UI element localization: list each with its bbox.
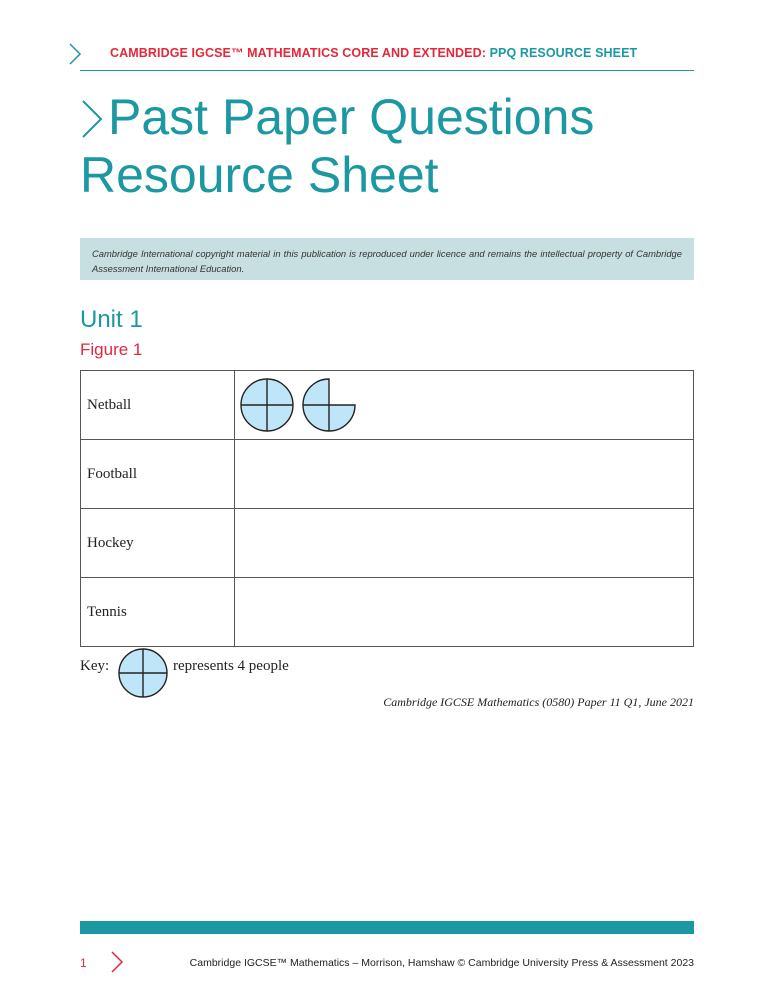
chevron-right-icon: [80, 98, 104, 140]
header-text: [110, 46, 637, 60]
chevron-right-icon: [68, 42, 82, 66]
pictogram-row: [81, 440, 694, 509]
symbols-cell: [235, 509, 694, 578]
symbols-cell: [235, 440, 694, 509]
key-label: Key:: [80, 658, 110, 674]
chevron-right-icon: [110, 950, 124, 974]
footer-bar: [80, 921, 694, 934]
source-citation: Cambridge IGCSE Mathematics (0580) Paper 11 Q1, June 2021: [383, 695, 694, 709]
unit-heading: Unit 1: [80, 306, 143, 333]
page-title-text-1: Past Paper Questions: [108, 89, 595, 145]
header-sheet-type: PPQ RESOURCE SHEET: [489, 46, 638, 60]
key-text: represents 4 people: [173, 658, 289, 674]
partial-symbol-icon: [301, 377, 357, 433]
running-header: [80, 40, 694, 71]
full-symbol-icon: [239, 377, 295, 433]
pictogram-row: [81, 371, 694, 440]
symbols-cell: [235, 371, 694, 440]
header-series-title: CAMBRIDGE IGCSE™ MATHEMATICS CORE AND EXTENDED:: [110, 46, 490, 60]
page-title-line-2: Resource Sheet: [80, 147, 439, 203]
category-label: Tennis: [81, 578, 235, 647]
pictogram-row: [81, 578, 694, 647]
figure-heading: Figure 1: [80, 340, 143, 359]
page-title-line-1: [80, 88, 720, 146]
symbols-cell: [235, 578, 694, 647]
page-title: [80, 88, 720, 204]
category-label: Netball: [81, 371, 235, 440]
pictogram-table: [80, 370, 694, 647]
copyright-notice: Cambridge International copyright material in this publication is reproduced under licence and remains the intellectual property of Cambridge Assessment International Education.: [80, 238, 694, 280]
page-number: 1: [80, 956, 87, 970]
category-label: Football: [81, 440, 235, 509]
key-symbol-icon: [114, 648, 172, 698]
footer-credit: Cambridge IGCSE™ Mathematics – Morrison, Hamshaw © Cambridge University Press & Assessment 2023: [189, 957, 694, 969]
pictogram-row: [81, 509, 694, 578]
category-label: Hockey: [81, 509, 235, 578]
